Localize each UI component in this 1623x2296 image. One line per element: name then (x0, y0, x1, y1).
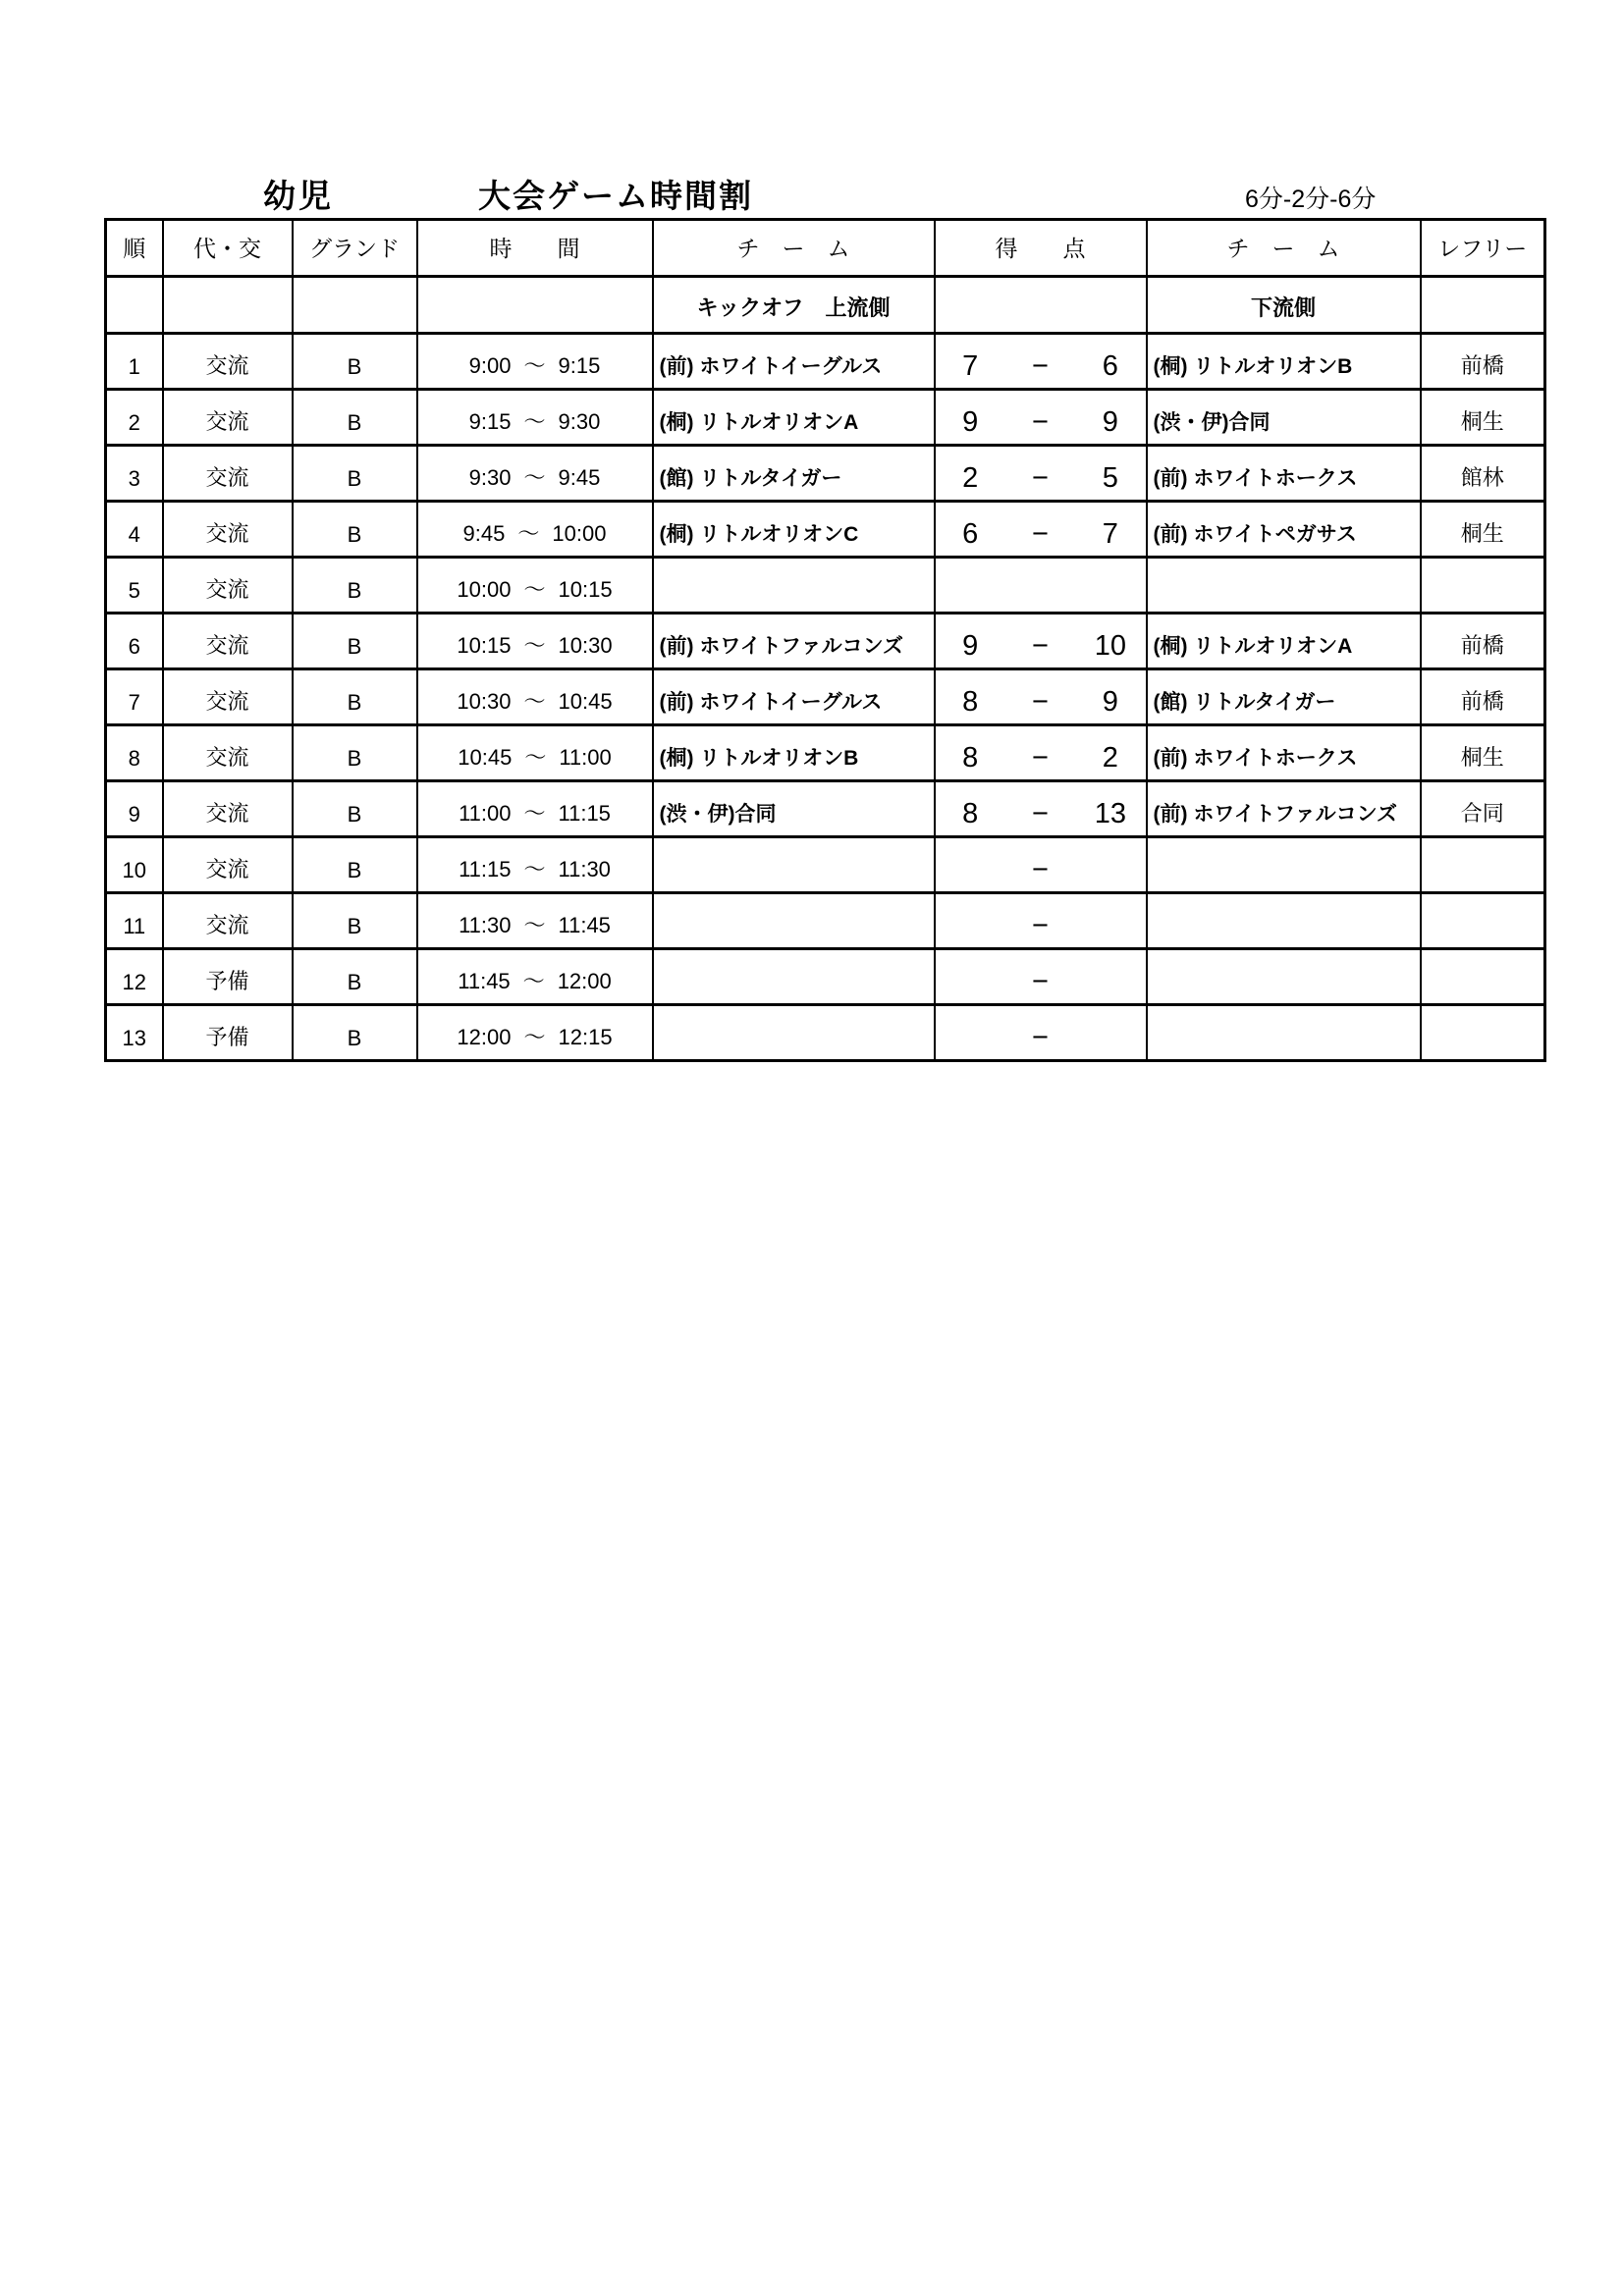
time-cell (417, 893, 653, 949)
time-cell (417, 837, 653, 893)
table-row (106, 390, 1545, 446)
score-cell (935, 781, 1147, 837)
time-separator: ～ (523, 689, 546, 714)
referee-cell: 前橋 (1421, 334, 1545, 390)
time-start: 11:00 (459, 801, 512, 826)
category-label: 幼児 (263, 178, 334, 214)
upstream-score: 7 (962, 350, 979, 382)
score-dash: − (1032, 518, 1049, 550)
score-cell (935, 614, 1147, 669)
match-type-cell: 交流 (163, 669, 293, 725)
time-cell (417, 725, 653, 781)
score-cell (935, 446, 1147, 502)
match-number-cell: 11 (106, 893, 163, 949)
score-cell (935, 1005, 1147, 1061)
downstream-score (1075, 1021, 1145, 1054)
downstream-team-cell: (前) ホワイトホークス (1147, 446, 1421, 502)
match-number-cell: 9 (106, 781, 163, 837)
subheader-empty (417, 277, 653, 334)
score-cell (935, 669, 1147, 725)
downstream-score: 9 (1102, 686, 1118, 718)
match-number-cell: 13 (106, 1005, 163, 1061)
ground-cell: B (293, 1005, 417, 1061)
table-row (106, 614, 1545, 669)
match-type-cell: 予備 (163, 949, 293, 1005)
referee-cell (1421, 837, 1545, 893)
match-type-cell: 交流 (163, 781, 293, 837)
time-start: 10:00 (457, 577, 512, 602)
referee-cell: 館林 (1421, 446, 1545, 502)
time-cell (417, 334, 653, 390)
score-dash: − (1032, 910, 1049, 941)
time-end: 10:15 (558, 577, 613, 602)
match-number-cell: 5 (106, 558, 163, 614)
subheader-empty (935, 277, 1147, 334)
time-separator: ～ (523, 633, 546, 658)
match-type-cell: 交流 (163, 837, 293, 893)
match-type-cell: 予備 (163, 1005, 293, 1061)
table-row (106, 781, 1545, 837)
match-type-cell: 交流 (163, 334, 293, 390)
ground-cell: B (293, 949, 417, 1005)
downstream-score: 9 (1102, 406, 1118, 438)
subheader-empty (293, 277, 417, 334)
score-dash: − (1032, 742, 1049, 774)
time-start: 9:30 (468, 465, 512, 490)
referee-cell: 合同 (1421, 781, 1545, 837)
downstream-team-cell: (桐) リトルオリオンA (1147, 614, 1421, 669)
upstream-team-cell: (渋・伊)合同 (653, 781, 935, 837)
downstream-score: 7 (1102, 518, 1118, 550)
time-start: 11:30 (459, 913, 512, 937)
subheader-empty (1421, 277, 1545, 334)
time-end: 10:00 (552, 521, 607, 546)
upstream-team-cell (653, 558, 935, 614)
kickoff-upstream-label: キックオフ 上流側 (653, 277, 935, 334)
time-separator: ～ (517, 521, 540, 546)
time-end: 10:45 (558, 689, 613, 714)
upstream-team-cell: (前) ホワイトファルコンズ (653, 614, 935, 669)
upstream-team-cell (653, 893, 935, 949)
col-header-order: 順 (106, 220, 163, 277)
ground-cell: B (293, 502, 417, 558)
schedule-table (104, 218, 1546, 1062)
subheader-empty (163, 277, 293, 334)
referee-cell: 桐生 (1421, 725, 1545, 781)
time-separator: ～ (523, 857, 546, 881)
ground-cell: B (293, 893, 417, 949)
upstream-score (936, 853, 1005, 886)
time-separator: ～ (523, 465, 546, 490)
match-type-cell: 交流 (163, 558, 293, 614)
downstream-score: 2 (1102, 742, 1118, 774)
score-dash: − (1032, 630, 1049, 662)
match-number-cell: 1 (106, 334, 163, 390)
time-start: 10:30 (457, 689, 512, 714)
col-header-time: 時 間 (417, 220, 653, 277)
title-bar (0, 177, 1623, 220)
table-row (106, 1005, 1545, 1061)
downstream-score: 10 (1094, 630, 1126, 662)
time-cell (417, 390, 653, 446)
time-end: 12:15 (558, 1025, 613, 1049)
table-row (106, 837, 1545, 893)
downstream-score: 13 (1094, 798, 1126, 829)
time-start: 12:00 (457, 1025, 512, 1049)
match-type-cell: 交流 (163, 390, 293, 446)
table-row (106, 893, 1545, 949)
time-end: 9:15 (558, 353, 601, 378)
match-number-cell: 3 (106, 446, 163, 502)
referee-cell: 桐生 (1421, 390, 1545, 446)
score-cell (935, 390, 1147, 446)
table-row (106, 334, 1545, 390)
ground-cell: B (293, 669, 417, 725)
time-end: 10:30 (558, 633, 613, 658)
downstream-team-cell (1147, 893, 1421, 949)
time-separator: ～ (523, 577, 546, 602)
match-number-cell: 12 (106, 949, 163, 1005)
match-number-cell: 7 (106, 669, 163, 725)
match-type-cell: 交流 (163, 614, 293, 669)
time-cell (417, 502, 653, 558)
upstream-score: 9 (962, 406, 979, 438)
ground-cell: B (293, 781, 417, 837)
time-cell (417, 446, 653, 502)
time-start: 10:15 (457, 633, 512, 658)
score-dash: − (1032, 350, 1049, 382)
ground-cell: B (293, 614, 417, 669)
table-row (106, 949, 1545, 1005)
time-end: 11:15 (558, 801, 611, 826)
time-end: 12:00 (557, 969, 612, 993)
downstream-team-cell (1147, 1005, 1421, 1061)
time-cell (417, 558, 653, 614)
time-end: 9:45 (558, 465, 601, 490)
downstream-score (1075, 853, 1145, 886)
col-header-referee: レフリー (1421, 220, 1545, 277)
upstream-score: 2 (962, 462, 979, 494)
upstream-team-cell: (桐) リトルオリオンC (653, 502, 935, 558)
score-cell (935, 502, 1147, 558)
score-cell (935, 558, 1147, 614)
upstream-team-cell (653, 837, 935, 893)
time-start: 10:45 (458, 745, 513, 770)
match-number-cell: 10 (106, 837, 163, 893)
subheader-row (106, 277, 1545, 334)
time-separator: ～ (522, 969, 545, 993)
ground-cell: B (293, 334, 417, 390)
time-separator: ～ (523, 409, 546, 434)
time-end: 9:30 (558, 409, 601, 434)
duration-note: 6分-2分-6分 (1245, 186, 1377, 213)
subheader-empty (106, 277, 163, 334)
score-cell (935, 949, 1147, 1005)
score-cell (935, 893, 1147, 949)
downstream-team-cell: (桐) リトルオリオンB (1147, 334, 1421, 390)
upstream-team-cell: (館) リトルタイガー (653, 446, 935, 502)
score-dash: − (1032, 686, 1049, 718)
table-row (106, 669, 1545, 725)
upstream-team-cell (653, 1005, 935, 1061)
ground-cell: B (293, 390, 417, 446)
match-type-cell: 交流 (163, 446, 293, 502)
time-separator: ～ (523, 353, 546, 378)
downstream-team-cell: (前) ホワイトペガサス (1147, 502, 1421, 558)
downstream-team-cell: (前) ホワイトファルコンズ (1147, 781, 1421, 837)
downstream-team-cell (1147, 558, 1421, 614)
time-cell (417, 949, 653, 1005)
match-type-cell: 交流 (163, 725, 293, 781)
downstream-label: 下流側 (1147, 277, 1421, 334)
score-dash: − (1032, 406, 1049, 438)
upstream-team-cell: (前) ホワイトイーグルス (653, 334, 935, 390)
time-separator: ～ (523, 1025, 546, 1049)
upstream-team-cell: (桐) リトルオリオンA (653, 390, 935, 446)
col-header-score: 得 点 (935, 220, 1147, 277)
time-separator: ～ (523, 913, 546, 937)
referee-cell: 桐生 (1421, 502, 1545, 558)
score-dash: − (1032, 798, 1049, 829)
score-cell (935, 334, 1147, 390)
time-end: 11:30 (558, 857, 611, 881)
time-separator: ～ (524, 745, 547, 770)
upstream-score: 8 (962, 798, 979, 829)
time-cell (417, 669, 653, 725)
upstream-team-cell (653, 949, 935, 1005)
upstream-score: 8 (962, 686, 979, 718)
time-end: 11:00 (559, 745, 612, 770)
downstream-team-cell: (渋・伊)合同 (1147, 390, 1421, 446)
ground-cell: B (293, 558, 417, 614)
table-row (106, 725, 1545, 781)
table-row (106, 502, 1545, 558)
match-type-cell: 交流 (163, 502, 293, 558)
upstream-score: 9 (962, 630, 979, 662)
score-dash: − (1032, 462, 1049, 494)
time-start: 9:15 (468, 409, 512, 434)
ground-cell: B (293, 725, 417, 781)
upstream-team-cell: (前) ホワイトイーグルス (653, 669, 935, 725)
match-number-cell: 2 (106, 390, 163, 446)
time-start: 11:45 (458, 969, 511, 993)
col-header-ground: グランド (293, 220, 417, 277)
referee-cell (1421, 949, 1545, 1005)
downstream-team-cell (1147, 949, 1421, 1005)
ground-cell: B (293, 837, 417, 893)
score-dash: − (1032, 1022, 1049, 1053)
referee-cell (1421, 558, 1545, 614)
score-cell (935, 837, 1147, 893)
upstream-score: 6 (962, 518, 979, 550)
time-cell (417, 781, 653, 837)
ground-cell: B (293, 446, 417, 502)
upstream-score: 8 (962, 742, 979, 774)
score-cell (935, 725, 1147, 781)
downstream-score: 6 (1102, 350, 1118, 382)
header-row (106, 220, 1545, 277)
time-start: 11:15 (459, 857, 512, 881)
table-row (106, 558, 1545, 614)
time-end: 11:45 (558, 913, 611, 937)
col-header-type: 代・交 (163, 220, 293, 277)
match-number-cell: 6 (106, 614, 163, 669)
referee-cell (1421, 1005, 1545, 1061)
time-cell (417, 614, 653, 669)
upstream-score (936, 965, 1005, 998)
time-separator: ～ (523, 801, 546, 826)
page-title: 大会ゲーム時間割 (478, 178, 753, 214)
score-dash: − (1032, 966, 1049, 997)
upstream-score (936, 1021, 1005, 1054)
time-start: 9:00 (468, 353, 512, 378)
downstream-team-cell: (館) リトルタイガー (1147, 669, 1421, 725)
time-cell (417, 1005, 653, 1061)
table-row (106, 446, 1545, 502)
downstream-score: 5 (1102, 462, 1118, 494)
upstream-score (936, 909, 1005, 942)
referee-cell: 前橋 (1421, 669, 1545, 725)
downstream-team-cell: (前) ホワイトホークス (1147, 725, 1421, 781)
referee-cell (1421, 893, 1545, 949)
match-type-cell: 交流 (163, 893, 293, 949)
referee-cell: 前橋 (1421, 614, 1545, 669)
time-start: 9:45 (462, 521, 506, 546)
col-header-team-downstream: チ ー ム (1147, 220, 1421, 277)
upstream-team-cell: (桐) リトルオリオンB (653, 725, 935, 781)
match-number-cell: 4 (106, 502, 163, 558)
downstream-team-cell (1147, 837, 1421, 893)
downstream-score (1075, 965, 1145, 998)
score-dash: − (1032, 854, 1049, 885)
match-number-cell: 8 (106, 725, 163, 781)
col-header-team-upstream: チ ー ム (653, 220, 935, 277)
downstream-score (1075, 909, 1145, 942)
